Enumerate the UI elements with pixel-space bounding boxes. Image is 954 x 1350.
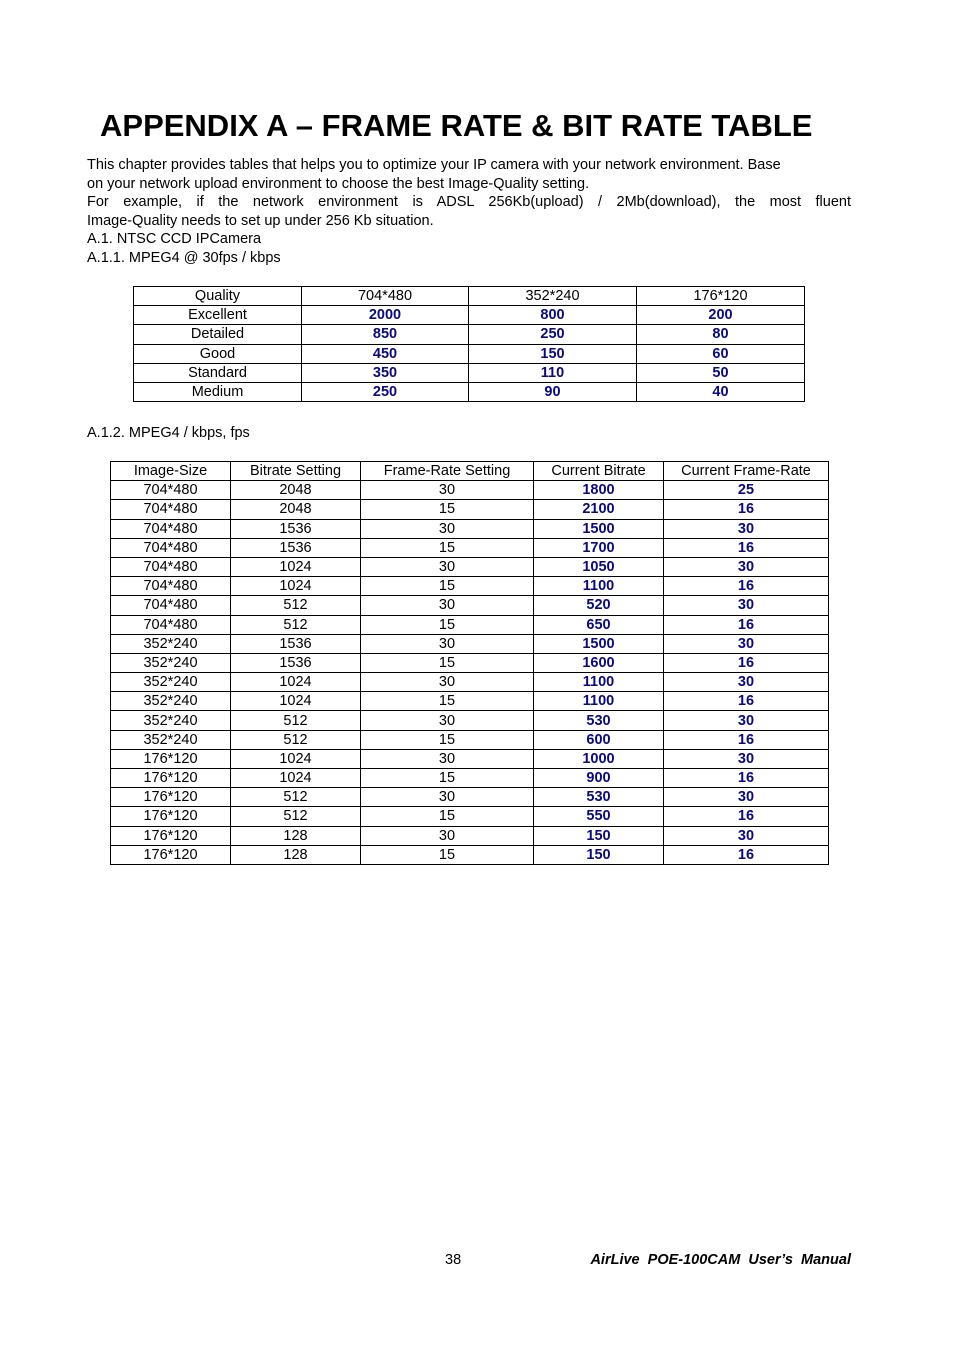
table-row bbox=[111, 615, 829, 634]
value-cell: 30 bbox=[664, 788, 829, 807]
table-row bbox=[111, 769, 829, 788]
intro-line: on your network upload environment to choose the best Image-Quality setting. bbox=[87, 175, 590, 192]
table-header-row bbox=[134, 287, 805, 306]
quality-cell: Good bbox=[134, 344, 302, 363]
value-cell: 1000 bbox=[534, 749, 664, 768]
setting-cell: 352*240 bbox=[111, 730, 231, 749]
table-row bbox=[111, 653, 829, 672]
table-row bbox=[111, 500, 829, 519]
value-cell: 30 bbox=[664, 634, 829, 653]
table-row bbox=[111, 845, 829, 864]
value-cell: 30 bbox=[664, 673, 829, 692]
setting-cell: 1024 bbox=[231, 692, 361, 711]
value-cell: 850 bbox=[302, 325, 469, 344]
setting-cell: 15 bbox=[361, 615, 534, 634]
setting-cell: 704*480 bbox=[111, 481, 231, 500]
setting-cell: 512 bbox=[231, 596, 361, 615]
setting-cell: 15 bbox=[361, 769, 534, 788]
header-cell: Frame-Rate Setting bbox=[361, 462, 534, 481]
value-cell: 80 bbox=[637, 325, 805, 344]
quality-cell: Standard bbox=[134, 363, 302, 382]
setting-cell: 1536 bbox=[231, 634, 361, 653]
value-cell: 16 bbox=[664, 730, 829, 749]
setting-cell: 176*120 bbox=[111, 845, 231, 864]
setting-cell: 15 bbox=[361, 807, 534, 826]
value-cell: 150 bbox=[469, 344, 637, 363]
intro-line: For example, if the network environment is ADSL 256Kb(upload) / 2Mb(download), the most fluent bbox=[87, 194, 851, 211]
setting-cell: 30 bbox=[361, 557, 534, 576]
setting-cell: 704*480 bbox=[111, 596, 231, 615]
setting-cell: 704*480 bbox=[111, 577, 231, 596]
table-row bbox=[111, 577, 829, 596]
setting-cell: 30 bbox=[361, 788, 534, 807]
setting-cell: 352*240 bbox=[111, 673, 231, 692]
table-row bbox=[134, 344, 805, 363]
setting-cell: 704*480 bbox=[111, 538, 231, 557]
value-cell: 30 bbox=[664, 749, 829, 768]
value-cell: 1050 bbox=[534, 557, 664, 576]
setting-cell: 1024 bbox=[231, 749, 361, 768]
value-cell: 250 bbox=[469, 325, 637, 344]
value-cell: 200 bbox=[637, 306, 805, 325]
table-row bbox=[111, 807, 829, 826]
intro-line: This chapter provides tables that helps you to optimize your IP camera with your network environment. Base bbox=[87, 157, 781, 173]
header-cell: Current Frame-Rate bbox=[664, 462, 829, 481]
value-cell: 2100 bbox=[534, 500, 664, 519]
setting-cell: 128 bbox=[231, 845, 361, 864]
setting-cell: 15 bbox=[361, 692, 534, 711]
table-row bbox=[111, 519, 829, 538]
value-cell: 16 bbox=[664, 692, 829, 711]
table-row bbox=[111, 596, 829, 615]
value-cell: 150 bbox=[534, 826, 664, 845]
value-cell: 530 bbox=[534, 711, 664, 730]
setting-cell: 1536 bbox=[231, 519, 361, 538]
setting-cell: 1024 bbox=[231, 769, 361, 788]
setting-cell: 15 bbox=[361, 730, 534, 749]
setting-cell: 15 bbox=[361, 577, 534, 596]
setting-cell: 1024 bbox=[231, 673, 361, 692]
header-cell: Current Bitrate bbox=[534, 462, 664, 481]
setting-cell: 176*120 bbox=[111, 749, 231, 768]
value-cell: 30 bbox=[664, 826, 829, 845]
header-cell: Bitrate Setting bbox=[231, 462, 361, 481]
header-cell: 704*480 bbox=[302, 287, 469, 306]
value-cell: 16 bbox=[664, 769, 829, 788]
setting-cell: 704*480 bbox=[111, 519, 231, 538]
value-cell: 1100 bbox=[534, 577, 664, 596]
setting-cell: 176*120 bbox=[111, 788, 231, 807]
table-header-row bbox=[111, 462, 829, 481]
table-row bbox=[134, 363, 805, 382]
value-cell: 16 bbox=[664, 500, 829, 519]
header-cell: 176*120 bbox=[637, 287, 805, 306]
value-cell: 30 bbox=[664, 519, 829, 538]
header-cell: 352*240 bbox=[469, 287, 637, 306]
quality-bitrate-table bbox=[133, 286, 805, 402]
setting-cell: 2048 bbox=[231, 481, 361, 500]
setting-cell: 30 bbox=[361, 481, 534, 500]
value-cell: 650 bbox=[534, 615, 664, 634]
manual-title: AirLive POE-100CAM User’s Manual bbox=[590, 1252, 851, 1268]
value-cell: 1500 bbox=[534, 634, 664, 653]
value-cell: 60 bbox=[637, 344, 805, 363]
intro-line: Image-Quality needs to set up under 256 Kb situation. bbox=[87, 212, 434, 229]
quality-cell: Excellent bbox=[134, 306, 302, 325]
value-cell: 1700 bbox=[534, 538, 664, 557]
value-cell: 1100 bbox=[534, 673, 664, 692]
setting-cell: 1024 bbox=[231, 577, 361, 596]
table-row bbox=[111, 788, 829, 807]
section-heading: A.1. NTSC CCD IPCamera bbox=[87, 231, 262, 248]
value-cell: 550 bbox=[534, 807, 664, 826]
setting-cell: 2048 bbox=[231, 500, 361, 519]
value-cell: 30 bbox=[664, 557, 829, 576]
setting-cell: 30 bbox=[361, 596, 534, 615]
setting-cell: 15 bbox=[361, 538, 534, 557]
value-cell: 30 bbox=[664, 596, 829, 615]
intro-text bbox=[87, 156, 851, 268]
value-cell: 25 bbox=[664, 481, 829, 500]
value-cell: 350 bbox=[302, 363, 469, 382]
setting-cell: 352*240 bbox=[111, 692, 231, 711]
value-cell: 600 bbox=[534, 730, 664, 749]
setting-cell: 1536 bbox=[231, 653, 361, 672]
subsection-heading: A.1.1. MPEG4 @ 30fps / kbps bbox=[87, 249, 281, 266]
table-row bbox=[134, 306, 805, 325]
value-cell: 90 bbox=[469, 382, 637, 401]
value-cell: 16 bbox=[664, 653, 829, 672]
setting-cell: 176*120 bbox=[111, 769, 231, 788]
value-cell: 110 bbox=[469, 363, 637, 382]
setting-cell: 30 bbox=[361, 749, 534, 768]
value-cell: 16 bbox=[664, 538, 829, 557]
table-row bbox=[111, 711, 829, 730]
setting-cell: 352*240 bbox=[111, 634, 231, 653]
setting-cell: 352*240 bbox=[111, 653, 231, 672]
table-row bbox=[134, 325, 805, 344]
value-cell: 1800 bbox=[534, 481, 664, 500]
value-cell: 16 bbox=[664, 845, 829, 864]
quality-cell: Medium bbox=[134, 382, 302, 401]
setting-cell: 1024 bbox=[231, 557, 361, 576]
setting-cell: 352*240 bbox=[111, 711, 231, 730]
value-cell: 900 bbox=[534, 769, 664, 788]
table-row bbox=[134, 382, 805, 401]
table-row bbox=[111, 826, 829, 845]
value-cell: 30 bbox=[664, 711, 829, 730]
table-row bbox=[111, 557, 829, 576]
table-row bbox=[111, 481, 829, 500]
setting-cell: 512 bbox=[231, 730, 361, 749]
setting-cell: 704*480 bbox=[111, 557, 231, 576]
setting-cell: 128 bbox=[231, 826, 361, 845]
value-cell: 450 bbox=[302, 344, 469, 363]
table-row bbox=[111, 749, 829, 768]
setting-cell: 176*120 bbox=[111, 826, 231, 845]
value-cell: 50 bbox=[637, 363, 805, 382]
subsection-heading: A.1.2. MPEG4 / kbps, fps bbox=[87, 425, 250, 441]
header-cell: Quality bbox=[134, 287, 302, 306]
setting-cell: 512 bbox=[231, 807, 361, 826]
value-cell: 16 bbox=[664, 807, 829, 826]
value-cell: 16 bbox=[664, 615, 829, 634]
value-cell: 250 bbox=[302, 382, 469, 401]
value-cell: 1100 bbox=[534, 692, 664, 711]
quality-cell: Detailed bbox=[134, 325, 302, 344]
setting-cell: 30 bbox=[361, 673, 534, 692]
setting-cell: 176*120 bbox=[111, 807, 231, 826]
page-number: 38 bbox=[445, 1252, 462, 1268]
page-title: APPENDIX A – FRAME RATE & BIT RATE TABLE bbox=[100, 108, 813, 143]
setting-cell: 30 bbox=[361, 826, 534, 845]
value-cell: 1500 bbox=[534, 519, 664, 538]
setting-cell: 512 bbox=[231, 788, 361, 807]
bitrate-framerate-table bbox=[110, 461, 829, 865]
setting-cell: 1536 bbox=[231, 538, 361, 557]
table-row bbox=[111, 692, 829, 711]
setting-cell: 30 bbox=[361, 634, 534, 653]
table-row bbox=[111, 538, 829, 557]
value-cell: 530 bbox=[534, 788, 664, 807]
value-cell: 1600 bbox=[534, 653, 664, 672]
setting-cell: 512 bbox=[231, 615, 361, 634]
header-cell: Image-Size bbox=[111, 462, 231, 481]
setting-cell: 15 bbox=[361, 653, 534, 672]
setting-cell: 512 bbox=[231, 711, 361, 730]
setting-cell: 704*480 bbox=[111, 500, 231, 519]
setting-cell: 15 bbox=[361, 845, 534, 864]
table-row bbox=[111, 673, 829, 692]
setting-cell: 704*480 bbox=[111, 615, 231, 634]
setting-cell: 30 bbox=[361, 519, 534, 538]
value-cell: 520 bbox=[534, 596, 664, 615]
setting-cell: 30 bbox=[361, 711, 534, 730]
table-row bbox=[111, 634, 829, 653]
value-cell: 800 bbox=[469, 306, 637, 325]
value-cell: 2000 bbox=[302, 306, 469, 325]
setting-cell: 15 bbox=[361, 500, 534, 519]
value-cell: 150 bbox=[534, 845, 664, 864]
table-row bbox=[111, 730, 829, 749]
value-cell: 40 bbox=[637, 382, 805, 401]
value-cell: 16 bbox=[664, 577, 829, 596]
